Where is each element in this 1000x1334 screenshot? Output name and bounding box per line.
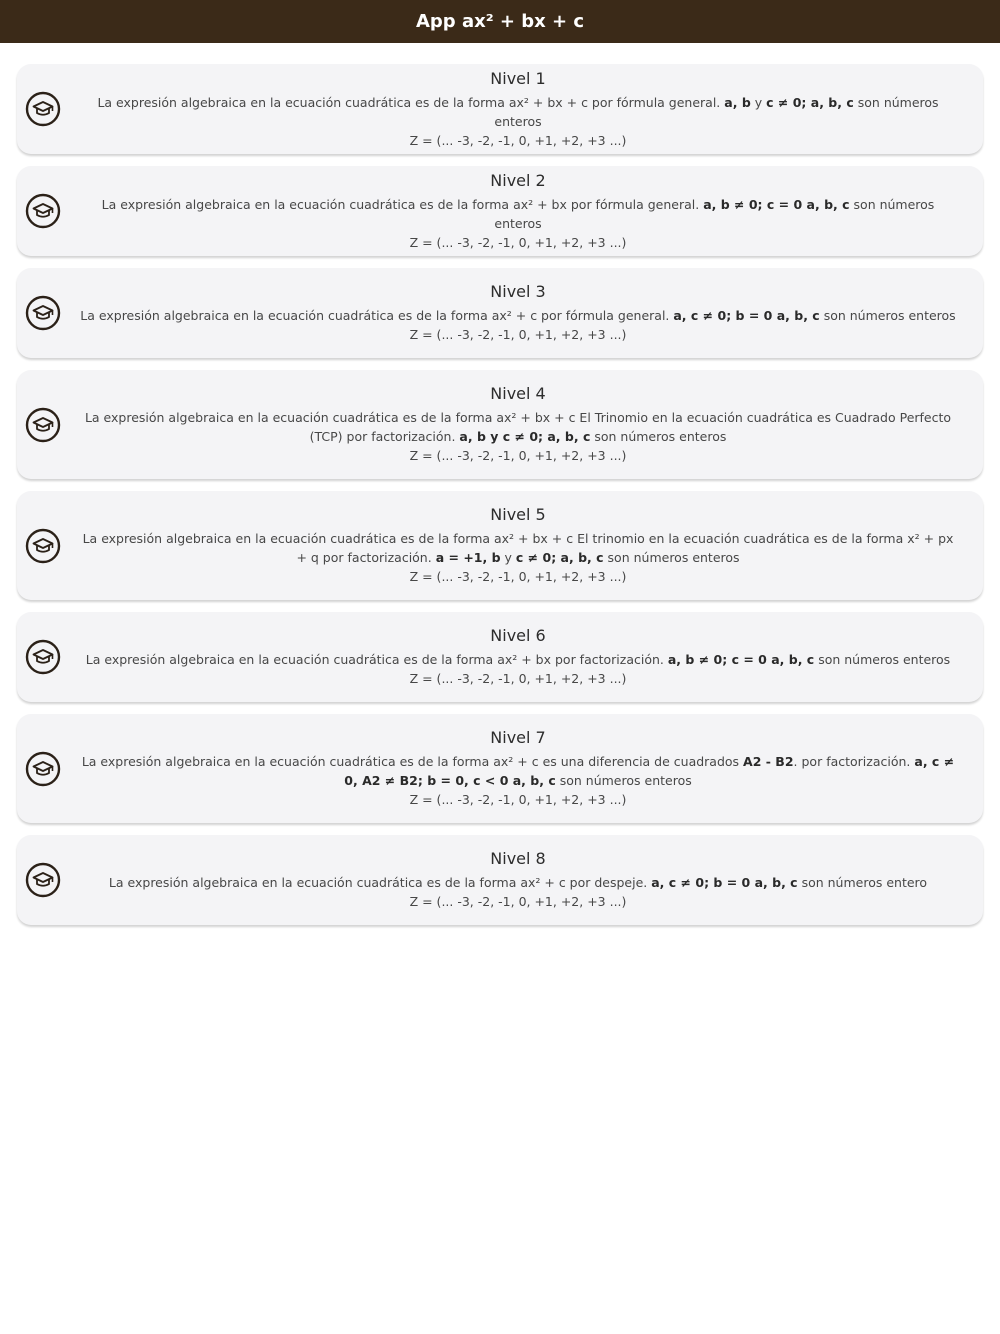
level-card-4[interactable]	[17, 370, 983, 479]
integer-set: Z = (... -3, -2, -1, 0, +1, +2, +3 ...)	[409, 448, 627, 463]
integer-set: Z = (... -3, -2, -1, 0, +1, +2, +3 ...)	[409, 894, 627, 909]
level-title: Nivel 3	[490, 282, 546, 301]
graduation-cap-icon	[25, 91, 61, 127]
level-description: La expresión algebraica en la ecuación cuadrática es de la forma ax² + bx + c El trinomio en la ecuación cuadrática es de la forma x² + px + q por factorización. a = +1, b y c ≠ 0; a, b, c son números enteros	[82, 531, 954, 565]
integer-set: Z = (... -3, -2, -1, 0, +1, +2, +3 ...)	[409, 792, 627, 807]
level-description: La expresión algebraica en la ecuación cuadrática es de la forma ax² + bx por fórmula general. a, b ≠ 0; c = 0 a, b, c son números enteros	[101, 196, 935, 231]
integer-set: Z = (... -3, -2, -1, 0, +1, +2, +3 ...)	[409, 234, 627, 250]
graduation-cap-icon	[25, 639, 61, 675]
level-card-7[interactable]	[17, 714, 983, 823]
level-title: Nivel 1	[490, 68, 546, 88]
level-title: Nivel 2	[490, 170, 546, 190]
level-title: Nivel 6	[490, 626, 546, 645]
app-title: App ax² + bx + c	[415, 11, 584, 32]
level-description: La expresión algebraica en la ecuación cuadrática es de la forma ax² + c por fórmula general. a, c ≠ 0; b = 0 a, b, c son números enteros	[80, 308, 956, 323]
level-title: Nivel 5	[490, 505, 546, 524]
level-card-3[interactable]	[17, 268, 983, 358]
level-card-5[interactable]	[17, 491, 983, 600]
level-description: La expresión algebraica en la ecuación cuadrática es de la forma ax² + bx + c por fórmula general. a, b y c ≠ 0; a, b, c son números enteros	[97, 94, 939, 129]
graduation-cap-icon	[25, 862, 61, 898]
graduation-cap-icon	[25, 407, 61, 443]
graduation-cap-icon	[25, 295, 61, 331]
level-title: Nivel 7	[490, 728, 546, 747]
level-card-2[interactable]	[17, 166, 983, 256]
level-description: La expresión algebraica en la ecuación cuadrática es de la forma ax² + bx + c El Trinomio en la ecuación cuadrática es Cuadrado Perfecto (TCP) por factorización. a, b y c ≠ 0; a, b, c son números enteros	[84, 410, 952, 444]
level-title: Nivel 4	[490, 384, 546, 403]
level-card-6[interactable]	[17, 612, 983, 702]
integer-set: Z = (... -3, -2, -1, 0, +1, +2, +3 ...)	[409, 671, 627, 686]
graduation-cap-icon	[25, 193, 61, 229]
level-card-1[interactable]	[17, 64, 983, 154]
level-description: La expresión algebraica en la ecuación cuadrática es de la forma ax² + c es una diferencia de cuadrados A2 - B2. por factorización. a, c ≠ 0, A2 ≠ B2; b = 0, c < 0 a, b, c son números enteros	[81, 754, 955, 788]
graduation-cap-icon	[25, 528, 61, 564]
integer-set: Z = (... -3, -2, -1, 0, +1, +2, +3 ...)	[409, 327, 627, 342]
app-header	[0, 0, 1000, 43]
level-description: La expresión algebraica en la ecuación cuadrática es de la forma ax² + bx por factorización. a, b ≠ 0; c = 0 a, b, c son números enteros	[85, 652, 951, 667]
level-card-8[interactable]	[17, 835, 983, 925]
integer-set: Z = (... -3, -2, -1, 0, +1, +2, +3 ...)	[409, 132, 627, 148]
level-description: La expresión algebraica en la ecuación cuadrática es de la forma ax² + c por despeje. a, c ≠ 0; b = 0 a, b, c son números entero	[108, 875, 928, 890]
level-title: Nivel 8	[490, 849, 546, 868]
integer-set: Z = (... -3, -2, -1, 0, +1, +2, +3 ...)	[409, 569, 627, 584]
graduation-cap-icon	[25, 751, 61, 787]
